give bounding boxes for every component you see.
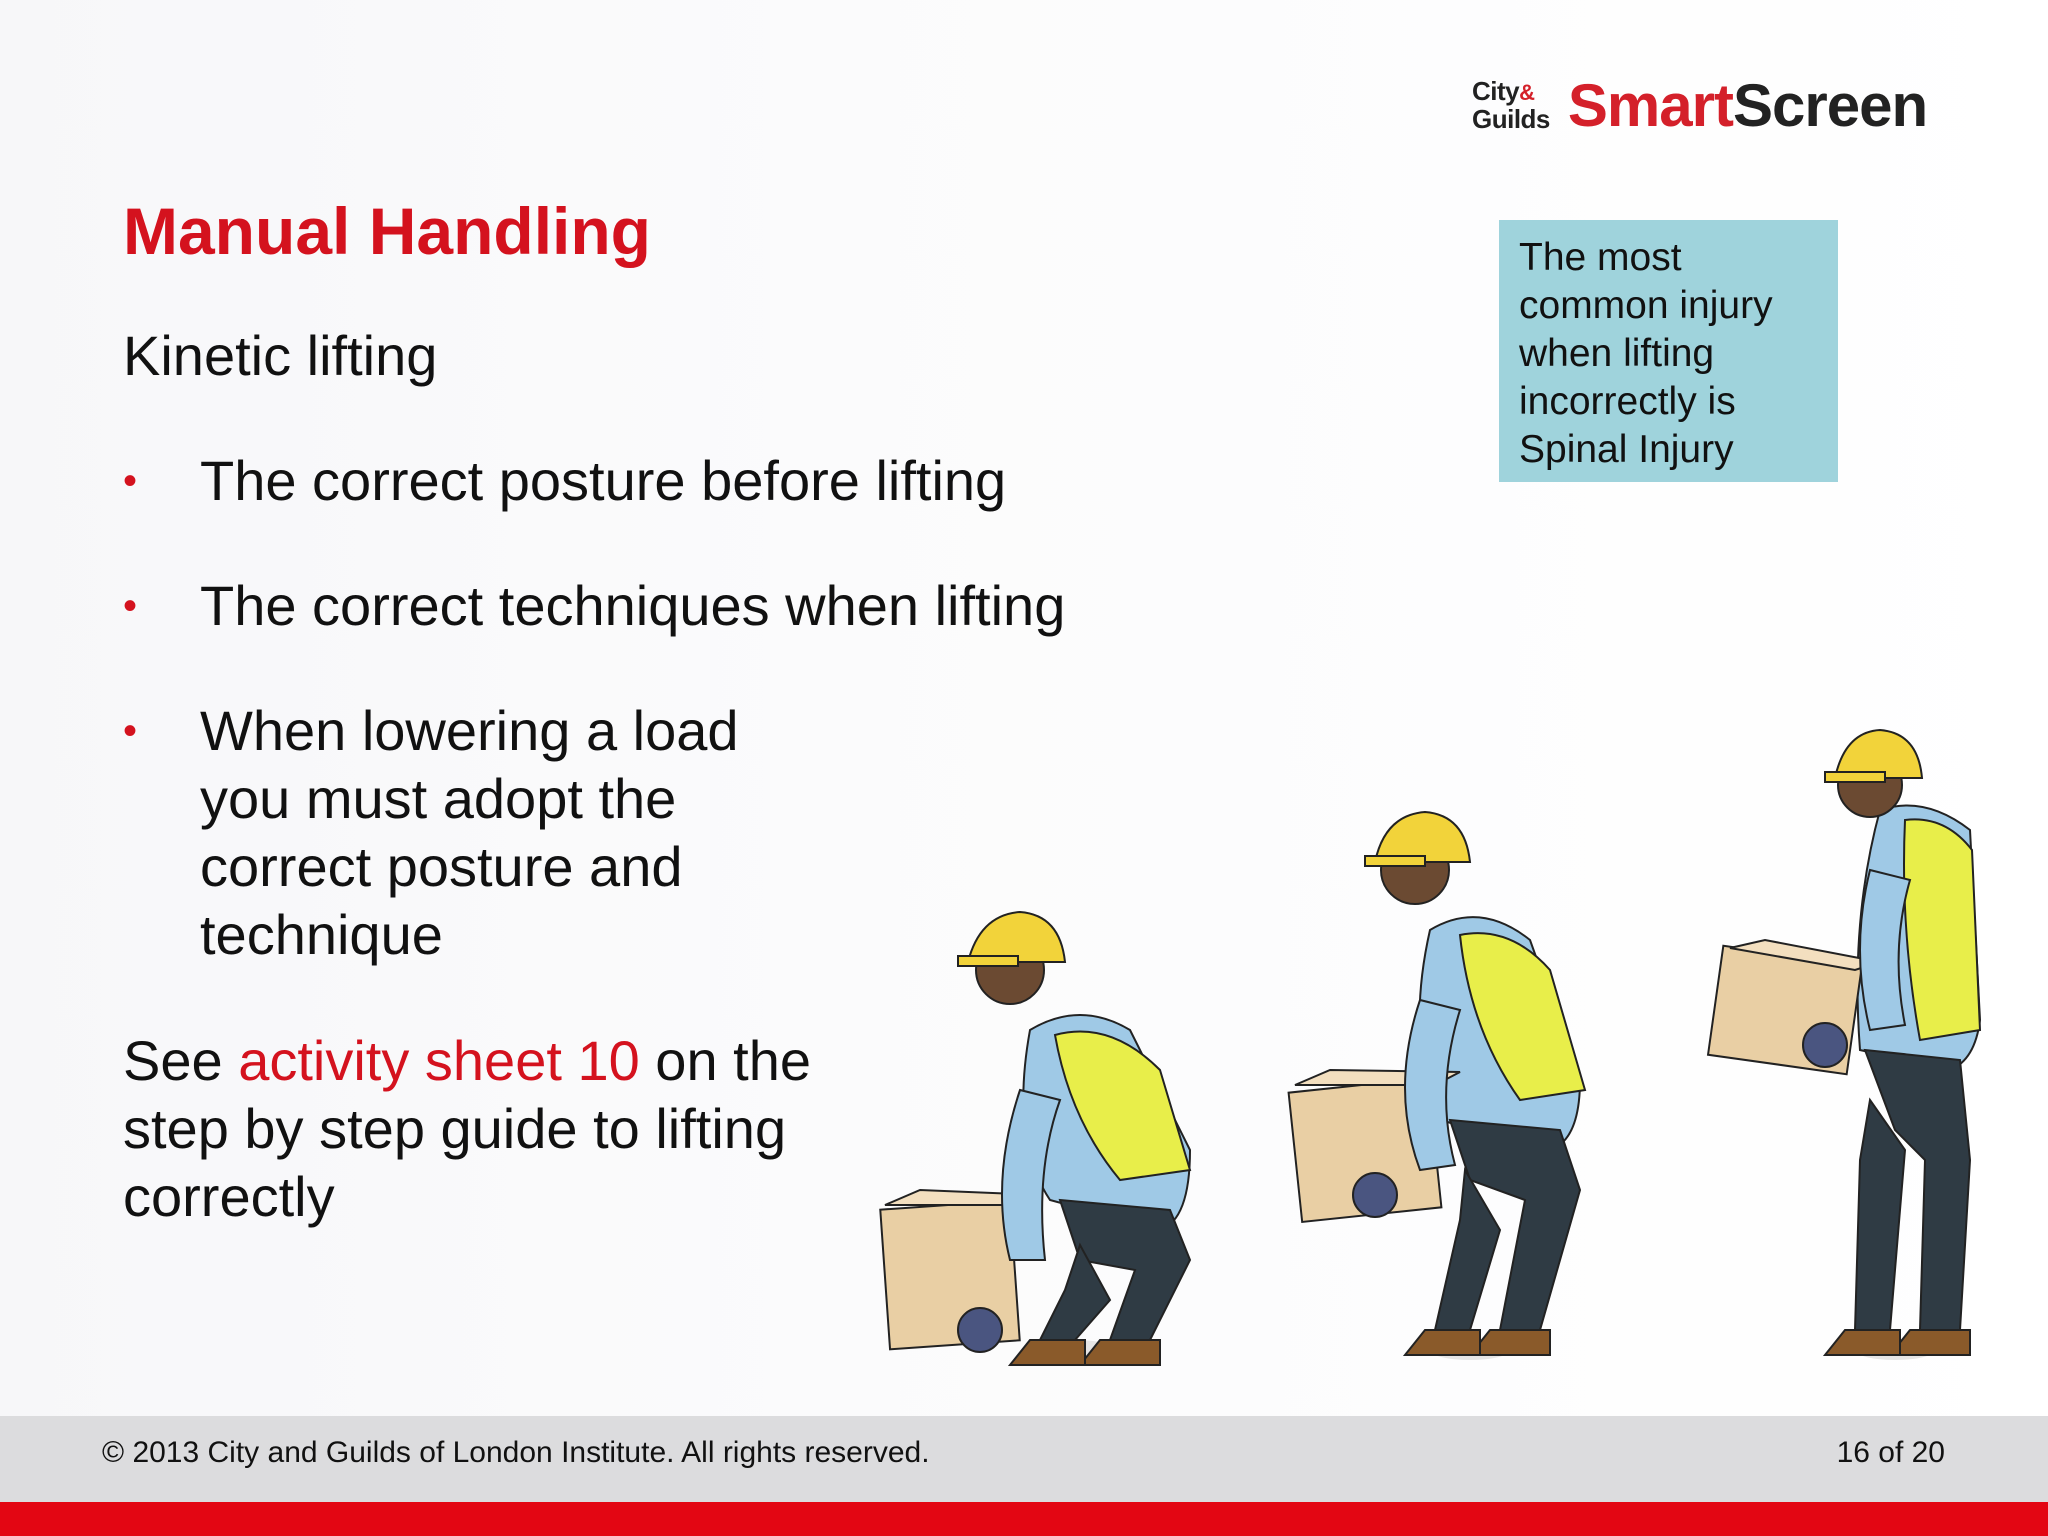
worker-crouching-figure: [880, 912, 1190, 1365]
slide-title: Manual Handling: [123, 194, 651, 268]
footer-red-stripe: [0, 1502, 2048, 1536]
injury-callout-box: The most common injury when lifting incorrectly is Spinal Injury: [1499, 220, 1838, 482]
logo-screen-text: Screen: [1732, 71, 1928, 139]
bullet-item: • When lowering a load you must adopt the correct posture and technique: [123, 699, 739, 966]
bullet-dot-icon: •: [123, 709, 138, 753]
bullet-dot-icon: •: [123, 584, 138, 628]
worker-mid-lift-figure: [1289, 812, 1585, 1360]
bullet-dot-icon: •: [123, 459, 138, 503]
worker-standing-figure: [1708, 730, 1980, 1360]
page-indicator: 16 of 20: [1836, 1436, 1945, 1469]
logo-smart-text: Smart: [1567, 71, 1733, 139]
activity-sheet-link[interactable]: activity sheet 10: [238, 1029, 640, 1092]
bullet-item: • The correct posture before lifting: [123, 447, 1123, 515]
workers-lifting-illustration: [860, 700, 2048, 1400]
activity-sheet-note: See activity sheet 10 on the step by step guide to lifting correctly: [123, 1029, 812, 1228]
slide-subtitle: Kinetic lifting: [123, 324, 438, 387]
city-guilds-wordmark: City& Guilds: [1472, 76, 1550, 134]
bullet-item: • The correct techniques when lifting: [123, 572, 1123, 640]
city-guilds-smartscreen-logo: [1472, 70, 1932, 140]
copyright-text: © 2013 City and Guilds of London Institute. All rights reserved.: [102, 1436, 930, 1469]
